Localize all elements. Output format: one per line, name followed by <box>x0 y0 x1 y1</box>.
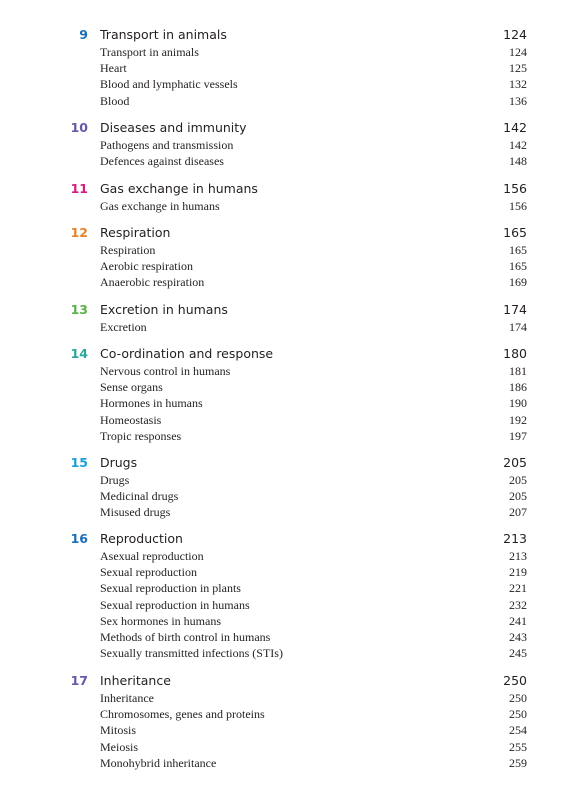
chapter-number: 9 <box>79 27 88 42</box>
section-entry[interactable] <box>0 472 568 488</box>
section-title: Sexual reproduction in humans <box>100 597 250 612</box>
section-entry[interactable] <box>0 564 568 580</box>
section-page: 156 <box>509 199 527 213</box>
section-page: 186 <box>509 380 527 395</box>
chapter-title: Reproduction <box>100 531 183 546</box>
section-page: 181 <box>509 364 527 378</box>
section-title: Inheritance <box>100 691 154 705</box>
chapter-title: Gas exchange in humans <box>100 181 258 196</box>
section-page: 136 <box>509 93 527 108</box>
section-title: Mitosis <box>100 723 137 738</box>
section-entry[interactable] <box>0 690 568 706</box>
section-title: Defences against diseases <box>100 154 224 169</box>
section-title: Monohybrid inheritance <box>100 755 217 770</box>
chapter-13 <box>0 301 568 335</box>
section-page: 169 <box>509 275 527 290</box>
section-title: Asexual reproduction <box>100 549 204 563</box>
chapter-10 <box>0 119 568 169</box>
chapter-heading[interactable] <box>0 180 568 198</box>
section-page: 124 <box>509 45 527 59</box>
chapter-number: 15 <box>70 455 88 470</box>
chapter-page: 156 <box>503 181 527 196</box>
chapter-17 <box>0 672 568 771</box>
section-page: 250 <box>509 707 527 722</box>
chapter-heading[interactable] <box>0 672 568 690</box>
section-title: Excretion <box>100 320 147 334</box>
section-entry[interactable] <box>0 548 568 564</box>
section-title: Anaerobic respiration <box>100 275 205 290</box>
section-title: Aerobic respiration <box>100 259 193 274</box>
section-page: 205 <box>509 473 527 487</box>
chapter-title: Diseases and immunity <box>100 120 247 135</box>
section-entry[interactable] <box>0 706 568 722</box>
chapter-9 <box>0 26 568 109</box>
section-title: Sex hormones in humans <box>100 613 221 628</box>
section-title: Sexual reproduction <box>100 565 197 580</box>
section-title: Homeostasis <box>100 412 162 427</box>
section-entry[interactable] <box>0 755 568 771</box>
section-entry[interactable] <box>0 504 568 520</box>
chapter-page: 205 <box>503 455 527 470</box>
section-entry[interactable] <box>0 379 568 395</box>
section-page: 197 <box>509 428 527 443</box>
section-page: 125 <box>509 61 527 76</box>
section-entry[interactable] <box>0 137 568 153</box>
chapter-title: Transport in animals <box>100 27 227 42</box>
chapter-number: 16 <box>70 531 88 546</box>
section-title: Respiration <box>100 243 156 257</box>
section-entry[interactable] <box>0 428 568 444</box>
chapter-page: 250 <box>503 673 527 688</box>
chapter-heading[interactable] <box>0 530 568 548</box>
section-page: 221 <box>509 581 527 596</box>
chapter-title: Drugs <box>100 455 138 470</box>
section-entry[interactable] <box>0 153 568 169</box>
section-page: 165 <box>509 243 527 257</box>
chapter-page: 174 <box>503 302 527 317</box>
section-page: 205 <box>509 489 527 504</box>
section-title: Nervous control in humans <box>100 364 231 378</box>
section-title: Chromosomes, genes and proteins <box>100 707 265 722</box>
section-page: 192 <box>509 412 527 427</box>
chapter-11 <box>0 180 568 214</box>
section-entry[interactable] <box>0 44 568 60</box>
section-title: Transport in animals <box>100 45 199 59</box>
chapter-title: Inheritance <box>100 673 171 688</box>
section-page: 255 <box>509 739 527 754</box>
section-title: Gas exchange in humans <box>100 199 220 213</box>
section-title: Sexual reproduction in plants <box>100 581 241 596</box>
section-entry[interactable] <box>0 739 568 755</box>
chapter-number: 13 <box>70 302 88 317</box>
section-title: Tropic responses <box>100 428 182 443</box>
chapter-title: Excretion in humans <box>100 302 228 317</box>
section-entry[interactable] <box>0 242 568 258</box>
section-page: 213 <box>509 549 527 563</box>
chapter-12 <box>0 224 568 291</box>
chapter-heading[interactable] <box>0 454 568 472</box>
chapter-page: 142 <box>503 120 527 135</box>
section-entry[interactable] <box>0 198 568 214</box>
section-title: Medicinal drugs <box>100 489 179 504</box>
section-entry[interactable] <box>0 274 568 290</box>
section-entry[interactable] <box>0 580 568 596</box>
section-entry[interactable] <box>0 629 568 645</box>
section-entry[interactable] <box>0 258 568 274</box>
chapter-number: 17 <box>70 673 88 688</box>
section-page: 207 <box>509 505 527 520</box>
chapter-page: 165 <box>503 225 527 240</box>
section-title: Drugs <box>100 473 130 487</box>
chapter-16 <box>0 530 568 661</box>
section-title: Hormones in humans <box>100 396 203 411</box>
section-page: 259 <box>509 755 527 770</box>
section-entry[interactable] <box>0 597 568 613</box>
section-title: Blood and lymphatic vessels <box>100 77 238 92</box>
chapter-heading[interactable] <box>0 119 568 137</box>
section-page: 165 <box>509 259 527 274</box>
section-title: Sexually transmitted infections (STIs) <box>100 646 283 661</box>
section-page: 142 <box>509 138 527 152</box>
section-entry[interactable] <box>0 613 568 629</box>
chapter-number: 12 <box>70 225 88 240</box>
section-entry[interactable] <box>0 93 568 109</box>
section-entry[interactable] <box>0 60 568 76</box>
chapter-number: 11 <box>70 181 88 196</box>
section-title: Methods of birth control in humans <box>100 629 271 644</box>
section-entry[interactable] <box>0 76 568 92</box>
section-page: 254 <box>509 723 527 738</box>
section-entry[interactable] <box>0 412 568 428</box>
chapter-number: 10 <box>70 120 88 135</box>
section-title: Blood <box>100 93 130 108</box>
section-title: Misused drugs <box>100 505 171 520</box>
section-page: 250 <box>509 691 527 705</box>
chapter-heading[interactable] <box>0 26 568 44</box>
section-entry[interactable] <box>0 395 568 411</box>
section-page: 243 <box>509 629 527 644</box>
chapter-title: Respiration <box>100 225 171 240</box>
chapter-page: 124 <box>503 27 527 42</box>
section-page: 232 <box>509 597 527 612</box>
section-page: 241 <box>509 613 527 628</box>
chapter-page: 213 <box>503 531 527 546</box>
section-entry[interactable] <box>0 488 568 504</box>
chapter-title: Co-ordination and response <box>100 346 274 361</box>
chapter-page: 180 <box>503 346 527 361</box>
chapter-15 <box>0 454 568 521</box>
chapter-heading[interactable] <box>0 301 568 319</box>
section-page: 219 <box>509 565 527 580</box>
section-title: Sense organs <box>100 380 163 395</box>
chapter-14 <box>0 345 568 444</box>
section-title: Meiosis <box>100 739 139 754</box>
chapter-heading[interactable] <box>0 345 568 363</box>
chapter-number: 14 <box>70 346 88 361</box>
section-title: Pathogens and transmission <box>100 138 234 152</box>
section-entry[interactable] <box>0 645 568 661</box>
chapter-heading[interactable] <box>0 224 568 242</box>
section-page: 190 <box>509 396 527 411</box>
section-title: Heart <box>100 61 127 76</box>
section-page: 245 <box>509 646 527 661</box>
section-entry[interactable] <box>0 363 568 379</box>
section-page: 148 <box>509 154 527 169</box>
section-entry[interactable] <box>0 319 568 335</box>
section-entry[interactable] <box>0 722 568 738</box>
section-page: 174 <box>509 320 527 334</box>
section-page: 132 <box>509 77 527 92</box>
